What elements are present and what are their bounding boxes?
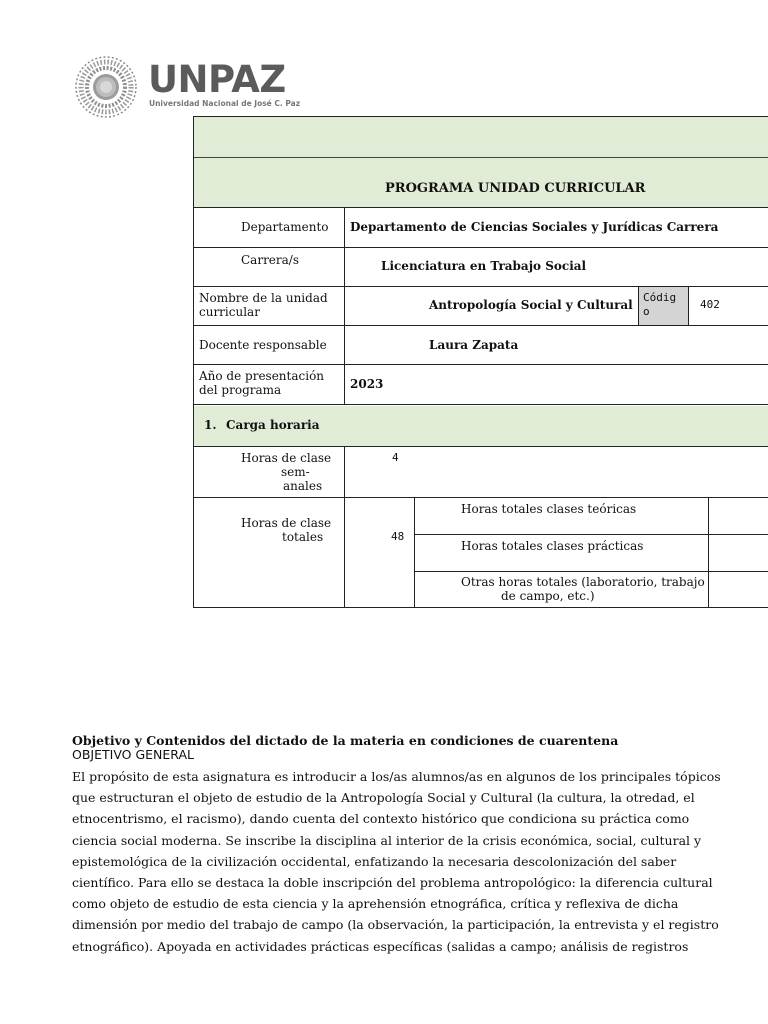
teoricas-label: Horas totales clases teóricas — [461, 502, 637, 516]
content-paragraph — [72, 766, 721, 957]
otras-label: Otras horas totales (laboratorio, trabajo de campo, etc.) — [461, 575, 705, 603]
anio-label: Año de presentación del programa — [199, 369, 325, 397]
paragraph-line: científico. Para ello se destaca la doble inscripción del problema antropológico: la diferencia cultural — [72, 875, 713, 891]
paragraph-line: que estructuran el objeto de estudio de la Antropología Social y Cultural (la cultura, la otredad, el — [72, 790, 695, 806]
content-subheading: OBJETIVO GENERAL — [72, 747, 194, 762]
sun-emblem-icon — [68, 56, 144, 118]
departamento-value: Departamento de Ciencias Sociales y Jurídicas Carrera — [350, 220, 719, 234]
docente-value: Laura Zapata — [429, 338, 519, 352]
carga-number: 1. — [204, 418, 217, 432]
carga-title: Carga horaria — [226, 418, 320, 432]
carrera-label: Carrera/s — [241, 253, 300, 267]
anio-value: 2023 — [350, 377, 384, 391]
content-heading: Objetivo y Contenidos del dictado de la materia en condiciones de cuarentena — [72, 733, 619, 748]
paragraph-line: El propósito de esta asignatura es introducir a los/as alumnos/as en algunos de los principales tópicos — [72, 769, 721, 784]
nombre-value: Antropología Social y Cultural — [429, 298, 633, 312]
paragraph-line: etnográfico). Apoyada en actividades prácticas específicas (salidas a campo; análisis de registros — [72, 938, 689, 954]
logo-title: UNPAZ — [148, 58, 286, 101]
semanales-value: 4 — [392, 451, 399, 464]
departamento-label: Departamento — [241, 220, 329, 234]
practicas-label: Horas totales clases prácticas — [461, 539, 644, 553]
program-title: PROGRAMA UNIDAD CURRICULAR — [385, 181, 646, 196]
totales-value: 48 — [391, 530, 405, 543]
nombre-label: Nombre de la unidad curricular — [199, 291, 328, 319]
codigo-value: 402 — [700, 298, 720, 311]
totales-label: Horas de clase totales — [241, 516, 332, 544]
semanales-label: Horas de clase sem- anales — [241, 451, 332, 493]
paragraph-line: dimensión por medio del trabajo de campo (la observación, la participación, la entrevista y el registro — [72, 917, 719, 933]
paragraph-line: etnocentrismo, el racismo), dando cuenta del contexto histórico que condiciona su práctica como — [72, 811, 690, 827]
carrera-value: Licenciatura en Trabajo Social — [381, 259, 587, 273]
paragraph-line: ciencia social moderna. Se inscribe la disciplina al interior de la crisis económica, social, cultural y — [72, 832, 702, 848]
paragraph-line: como objeto de estudio de esta ciencia y la aprehensión etnográfica, crítica y reflexiva de dicha — [72, 896, 679, 912]
logo-subtitle: Universidad Nacional de José C. Paz — [149, 99, 301, 108]
codigo-label: Códig o — [643, 291, 677, 318]
paragraph-line: epistemológica de la civilización occidental, enfatizando la necesaria descolonización del saber — [72, 853, 677, 869]
docente-label: Docente responsable — [199, 338, 327, 352]
